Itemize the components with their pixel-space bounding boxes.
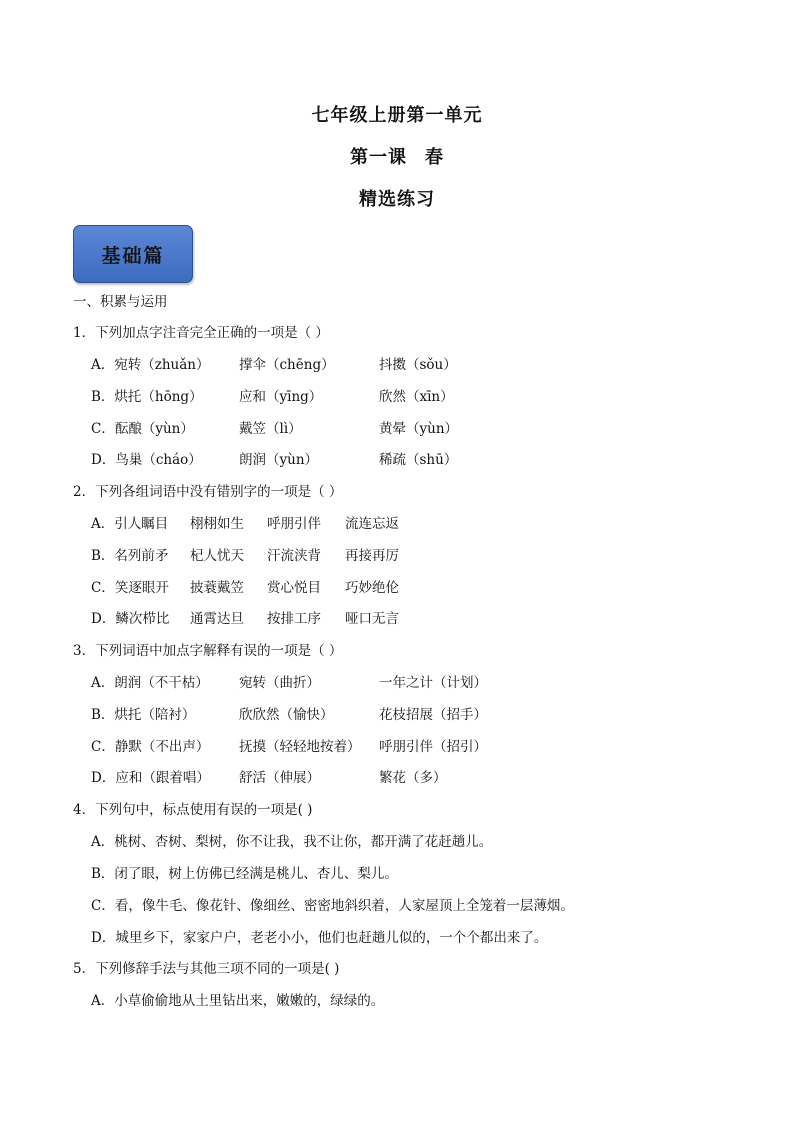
option-cell: 抖擞（sǒu） [379,357,457,373]
badge-label: 基础篇 [101,244,165,267]
option-cell: C．酝酿（yùn） [91,421,194,437]
option-cell: 流连忘返 [345,516,399,532]
option-cell: D．鸟巢（cháo） [91,452,202,468]
option-cell: 欣欣然（愉快） [239,707,334,723]
question-4-option-d: D．城里乡下，家家户户，老老小小，他们也赶趟儿似的，一个个都出来了。 [91,930,548,946]
option-cell: 栩栩如生 [190,516,244,532]
option-cell: 呼朋引伴 [267,516,321,532]
option-cell: 撑伞（chēng） [239,357,335,373]
option-cell: 朗润（yùn） [239,452,319,468]
option-cell: 应和（yīng） [239,389,323,405]
question-3-stem: 3．下列词语中加点字解释有误的一项是（ ） [73,643,343,659]
section-heading: 一、积累与运用 [73,294,168,310]
option-cell: A．引人瞩目 [91,516,169,532]
document-title: 七年级上册第一单元 [311,105,483,126]
question-4-option-b: B．闭了眼，树上仿佛已经满是桃儿、杏儿、梨儿。 [91,866,398,882]
option-cell: 哑口无言 [345,611,399,627]
question-4-option-c: C．看，像牛毛、像花针、像细丝、密密地斜织着，人家屋顶上全笼着一层薄烟。 [91,898,574,914]
question-1-stem: 1．下列加点字注音完全正确的一项是（ ） [73,325,329,341]
question-4-stem: 4．下列句中，标点使用有误的一项是( ) [73,802,313,818]
option-cell: 呼朋引伴（招引） [379,739,487,755]
option-cell: B．名列前矛 [91,548,169,564]
option-cell: B．烘托（陪衬） [91,707,196,723]
basic-section-badge [73,225,193,283]
option-cell: 戴笠（lì） [239,421,302,437]
question-5-option-a: A．小草偷偷地从土里钻出来，嫩嫩的，绿绿的。 [91,993,385,1009]
option-cell: 赏心悦目 [267,580,321,596]
option-cell: 宛转（曲折） [239,675,320,691]
option-cell: 再接再厉 [345,548,399,564]
option-cell: 一年之计（计划） [379,675,487,691]
option-cell: A．朗润（不干枯） [91,675,209,691]
option-cell: 舒活（伸展） [239,770,320,786]
question-5-stem: 5．下列修辞手法与其他三项不同的一项是( ) [73,961,340,977]
lesson-name: 春 [425,147,444,168]
question-4-option-a: A．桃树、杏树、梨树，你不让我，我不让你，都开满了花赶趟儿。 [91,834,493,850]
option-cell: C．静默（不出声） [91,739,210,755]
option-cell: 黄晕（yùn） [379,421,459,437]
option-cell: 抚摸（轻轻地按着） [239,739,361,755]
option-cell: C．笑逐眼开 [91,580,169,596]
option-cell: 汗流浃背 [267,548,321,564]
option-cell: 杞人忧天 [190,548,244,564]
option-cell: 繁花（多） [379,770,447,786]
option-cell: 披蓑戴笠 [190,580,244,596]
option-cell: 稀疏（shū） [379,452,458,468]
option-cell: 欣然（xīn） [379,389,454,405]
option-cell: 巧妙绝伦 [345,580,399,596]
option-cell: D．鳞次栉比 [91,611,170,627]
option-cell: 花枝招展（招手） [379,707,487,723]
option-cell: D．应和（跟着唱） [91,770,210,786]
question-2-stem: 2．下列各组词语中没有错别字的一项是（ ） [73,484,343,500]
option-cell: A．宛转（zhuǎn） [91,357,210,373]
lesson-title [0,146,794,170]
lesson-number: 第一课 [350,147,407,168]
option-cell: 按排工序 [267,611,321,627]
option-cell: B．烘托（hōng） [91,389,203,405]
option-cell: 通霄达旦 [190,611,244,627]
exercise-title: 精选练习 [359,189,435,210]
